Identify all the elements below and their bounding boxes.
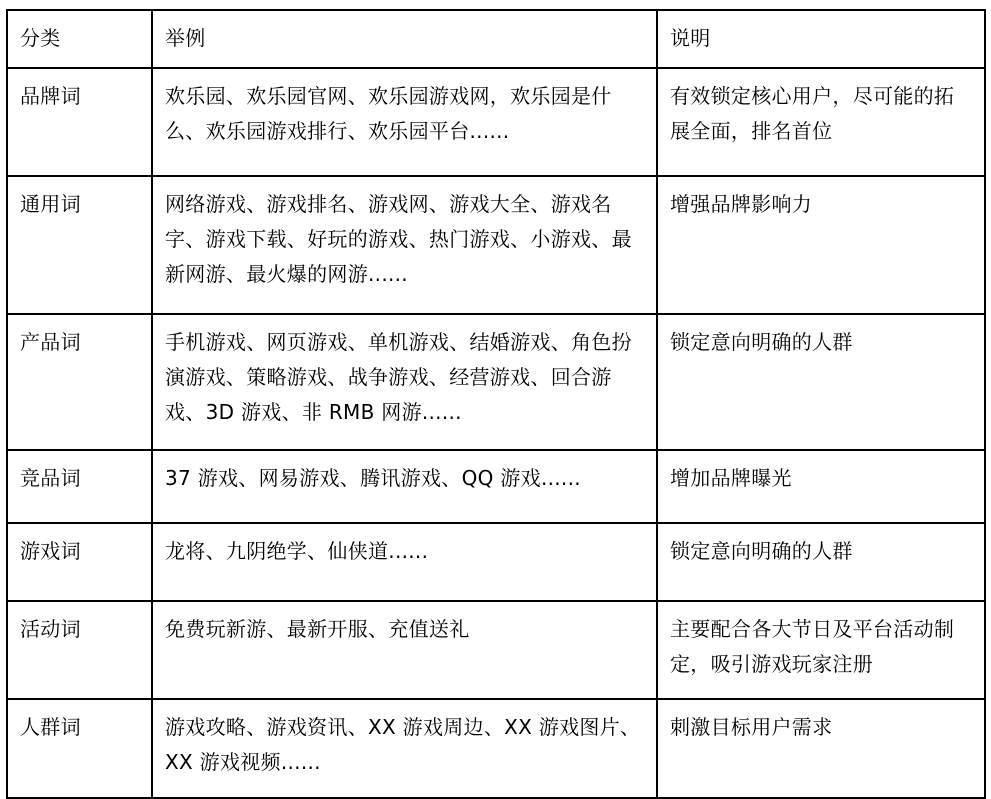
- table-header-row: [7, 10, 985, 68]
- cell-category: 人群词: [7, 699, 152, 798]
- cell-examples: 37 游戏、网易游戏、腾讯游戏、QQ 游戏......: [152, 450, 657, 523]
- table-row: [7, 450, 985, 523]
- cell-category: 通用词: [7, 176, 152, 314]
- cell-category: 活动词: [7, 601, 152, 699]
- cell-category: 游戏词: [7, 523, 152, 601]
- cell-description: 增加品牌曝光: [657, 450, 985, 523]
- cell-category: 产品词: [7, 314, 152, 450]
- cell-examples: 免费玩新游、最新开服、充值送礼: [152, 601, 657, 699]
- cell-category: 竞品词: [7, 450, 152, 523]
- table-row: [7, 68, 985, 176]
- cell-examples: 欢乐园、欢乐园官网、欢乐园游戏网，欢乐园是什么、欢乐园游戏排行、欢乐园平台......: [152, 68, 657, 176]
- cell-examples: 龙将、九阴绝学、仙侠道......: [152, 523, 657, 601]
- cell-examples: 游戏攻略、游戏资讯、XX 游戏周边、XX 游戏图片、XX 游戏视频......: [152, 699, 657, 798]
- table-row: [7, 314, 985, 450]
- cell-description: 刺激目标用户需求: [657, 699, 985, 798]
- header-description: 说明: [657, 10, 985, 68]
- cell-description: 主要配合各大节日及平台活动制定，吸引游戏玩家注册: [657, 601, 985, 699]
- table-row: [7, 601, 985, 699]
- table-row: [7, 699, 985, 798]
- cell-description: 锁定意向明确的人群: [657, 523, 985, 601]
- header-category: 分类: [7, 10, 152, 68]
- keyword-table: [6, 9, 986, 799]
- cell-description: 有效锁定核心用户，尽可能的拓展全面，排名首位: [657, 68, 985, 176]
- header-examples: 举例: [152, 10, 657, 68]
- cell-description: 锁定意向明确的人群: [657, 314, 985, 450]
- cell-category: 品牌词: [7, 68, 152, 176]
- table-row: [7, 523, 985, 601]
- cell-description: 增强品牌影响力: [657, 176, 985, 314]
- cell-examples: 网络游戏、游戏排名、游戏网、游戏大全、游戏名字、游戏下载、好玩的游戏、热门游戏、小游戏、最新网游、最火爆的网游......: [152, 176, 657, 314]
- table-row: [7, 176, 985, 314]
- cell-examples: 手机游戏、网页游戏、单机游戏、结婚游戏、角色扮演游戏、策略游戏、战争游戏、经营游戏、回合游戏、3D 游戏、非 RMB 网游......: [152, 314, 657, 450]
